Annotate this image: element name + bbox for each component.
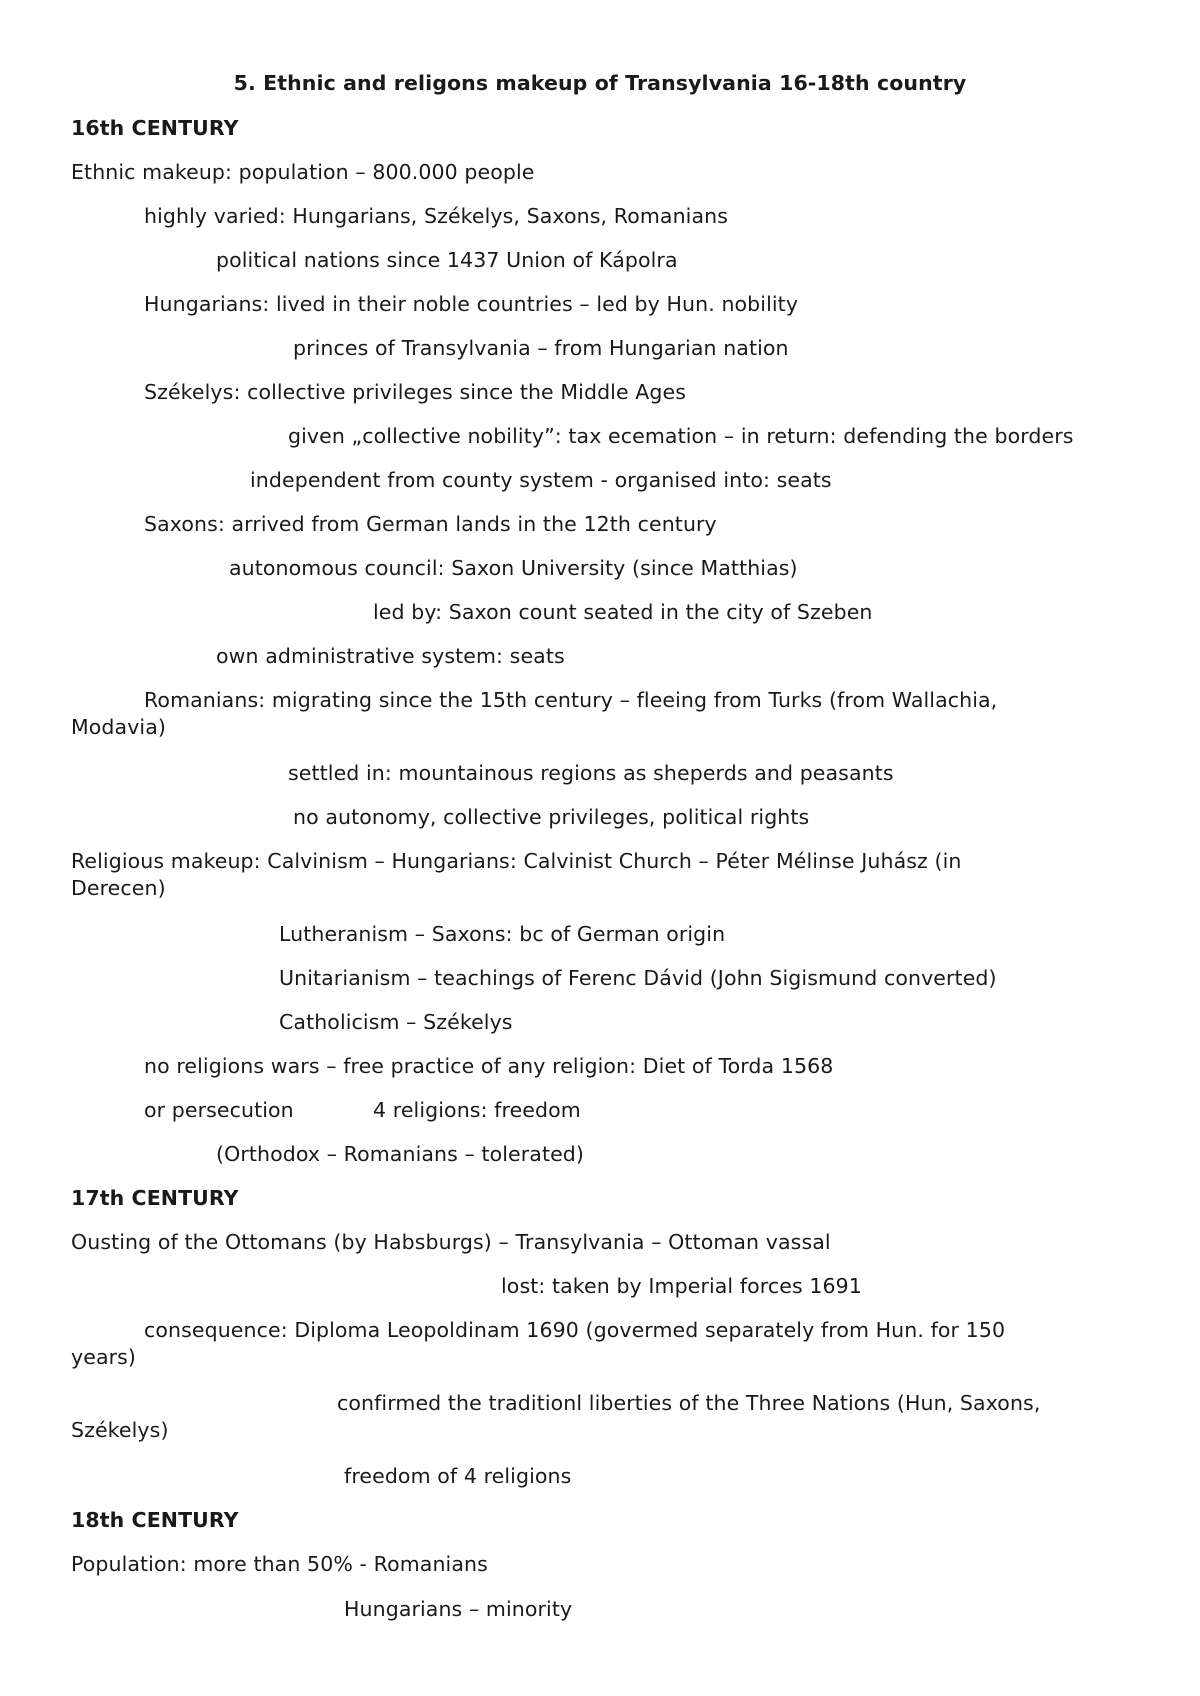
text-line: highly varied: Hungarians, Székelys, Saxons, Romanians <box>144 204 728 228</box>
text-line: consequence: Diploma Leopoldinam 1690 (govermed separately from Hun. for 150 <box>144 1318 1006 1342</box>
text-line: Catholicism – Székelys <box>279 1010 513 1034</box>
text-line: no religions wars – free practice of any religion: Diet of Torda 1568 <box>144 1054 834 1078</box>
section-heading-18th: 18th CENTURY <box>71 1508 239 1532</box>
text-line: Székelys) <box>71 1418 169 1442</box>
text-line: no autonomy, collective privileges, political rights <box>293 805 810 829</box>
text-line: given „collective nobility”: tax ecemation – in return: defending the borders <box>288 424 1074 448</box>
document-title: 5. Ethnic and religons makeup of Transylvania 16-18th country <box>233 71 967 95</box>
text-line: settled in: mountainous regions as sheperds and peasants <box>288 761 894 785</box>
text-line: Population: more than 50% - Romanians <box>71 1552 488 1576</box>
text-line: (Orthodox – Romanians – tolerated) <box>216 1142 585 1166</box>
text-line: independent from county system - organised into: seats <box>250 468 832 492</box>
text-line: Religious makeup: Calvinism – Hungarians: Calvinist Church – Péter Mélinse Juhász (in <box>71 849 962 873</box>
text-line: Unitarianism – teachings of Ferenc Dávid (John Sigismund converted) <box>279 966 997 990</box>
text-line: 4 religions: freedom <box>373 1098 581 1122</box>
text-line: led by: Saxon count seated in the city of Szeben <box>373 600 873 624</box>
text-line: political nations since 1437 Union of Kápolra <box>216 248 678 272</box>
text-line: autonomous council: Saxon University (since Matthias) <box>229 556 798 580</box>
text-line: Hungarians: lived in their noble countries – led by Hun. nobility <box>144 292 799 316</box>
text-line: Romanians: migrating since the 15th century – fleeing from Turks (from Wallachia, <box>144 688 998 712</box>
text-line: Hungarians – minority <box>344 1597 573 1621</box>
text-line: lost: taken by Imperial forces 1691 <box>501 1274 862 1298</box>
section-heading-16th: 16th CENTURY <box>71 116 239 140</box>
text-line: own administrative system: seats <box>216 644 565 668</box>
text-line: princes of Transylvania – from Hungarian nation <box>293 336 789 360</box>
text-line: Ethnic makeup: population – 800.000 people <box>71 160 535 184</box>
text-line: Saxons: arrived from German lands in the 12th century <box>144 512 717 536</box>
text-line: freedom of 4 religions <box>344 1464 572 1488</box>
text-line: Székelys: collective privileges since the Middle Ages <box>144 380 687 404</box>
text-line: years) <box>71 1345 137 1369</box>
text-line: confirmed the traditionl liberties of the Three Nations (Hun, Saxons, <box>337 1391 1041 1415</box>
text-line: Ousting of the Ottomans (by Habsburgs) – Transylvania – Ottoman vassal <box>71 1230 831 1254</box>
text-line: Derecen) <box>71 876 166 900</box>
section-heading-17th: 17th CENTURY <box>71 1186 239 1210</box>
text-line: Modavia) <box>71 715 166 739</box>
text-line: Lutheranism – Saxons: bc of German origin <box>279 922 726 946</box>
text-line: or persecution <box>144 1098 294 1122</box>
